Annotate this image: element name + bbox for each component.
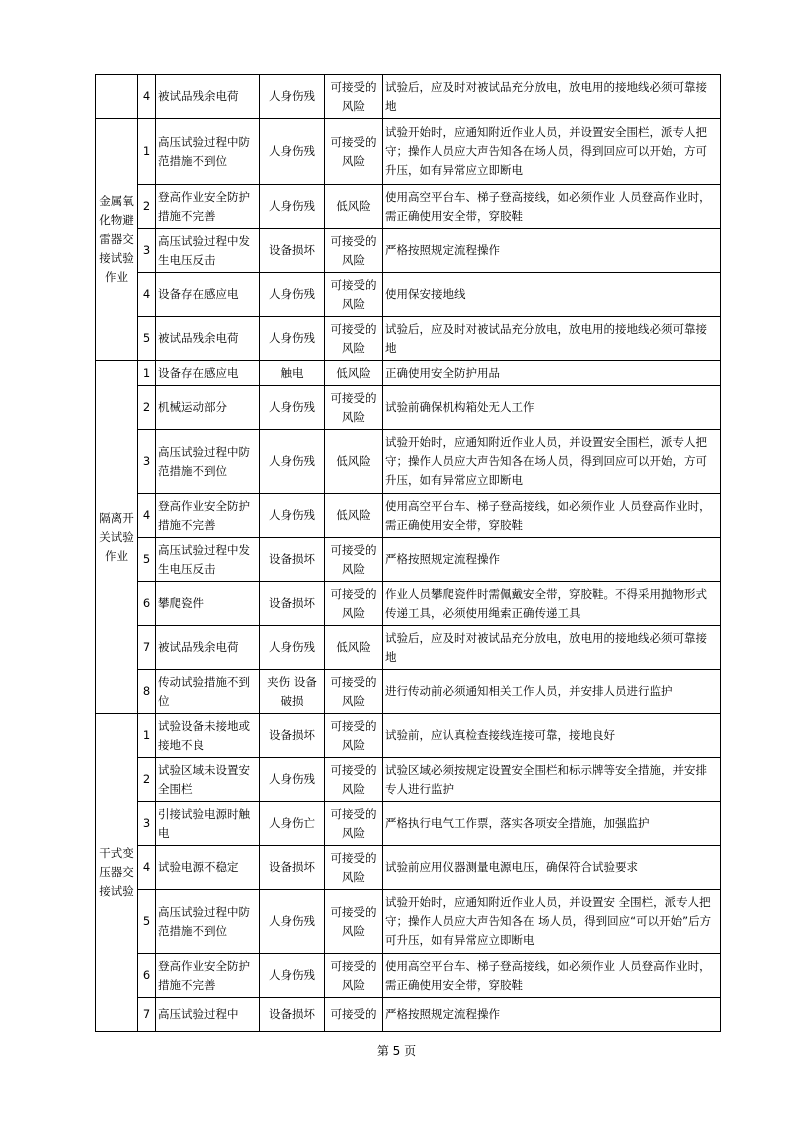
risk-item: 被试品残余电荷 [156,75,260,119]
control-measure: 试验开始时，应通知附近作业人员，并设置安 全围栏，派专人把守；操作人员应大声告知各在 场人员，得到回应“可以开始”后方可升压，如有异常应立即断电 [383,890,721,954]
risk-type: 人身伤残 [260,386,325,430]
risk-level: 可接受的风险 [325,714,383,758]
table-row [96,361,721,386]
risk-level: 可接受的风险 [325,954,383,998]
risk-level: 可接受的风险 [325,75,383,119]
row-number: 7 [138,998,156,1032]
risk-type: 人身伤残 [260,273,325,317]
risk-level: 低风险 [325,185,383,229]
risk-type: 设备损坏 [260,714,325,758]
risk-table-body [96,75,721,1032]
row-number: 6 [138,582,156,626]
group-cell: 金属氧化物避雷器交接试验作业 [96,119,138,361]
risk-type: 设备损坏 [260,229,325,273]
control-measure: 试验区域必须按规定设置安全围栏和标示牌等安全措施，并安排专人进行监护 [383,758,721,802]
control-measure: 严格执行电气工作票，落实各项安全措施，加强监护 [383,802,721,846]
control-measure: 严格按照规定流程操作 [383,998,721,1032]
control-measure: 试验开始时，应通知附近作业人员，并设置安全围栏，派专人把守；操作人员应大声告知各在场人员，得到回应可以开始，方可升压，如有异常应立即断电 [383,119,721,185]
control-measure: 使用高空平台车、梯子登高接线，如必须作业 人员登高作业时，需正确使用安全带，穿胶鞋 [383,185,721,229]
row-number: 1 [138,714,156,758]
row-number: 3 [138,430,156,494]
risk-level: 低风险 [325,361,383,386]
row-number: 4 [138,846,156,890]
row-number: 3 [138,229,156,273]
group-cell: 隔离开关试验作业 [96,361,138,714]
risk-type: 夹伤 设备破损 [260,670,325,714]
row-number: 4 [138,75,156,119]
risk-item: 登高作业安全防护措施不完善 [156,185,260,229]
row-number: 2 [138,386,156,430]
table-row [96,802,721,846]
risk-type: 设备损坏 [260,538,325,582]
risk-type: 人身伤残 [260,626,325,670]
risk-type: 人身伤亡 [260,802,325,846]
risk-level: 可接受的风险 [325,582,383,626]
risk-level: 可接受的风险 [325,846,383,890]
risk-item: 设备存在感应电 [156,273,260,317]
risk-level: 可接受的风险 [325,317,383,361]
risk-item: 高压试验过程中防范措施不到位 [156,119,260,185]
risk-item: 高压试验过程中防范措施不到位 [156,890,260,954]
risk-item: 攀爬瓷件 [156,582,260,626]
table-row [96,386,721,430]
risk-level: 低风险 [325,494,383,538]
risk-level: 可接受的风险 [325,890,383,954]
control-measure: 试验前确保机构箱处无人工作 [383,386,721,430]
control-measure: 作业人员攀爬瓷件时需佩戴安全带，穿胶鞋。不得采用抛物形式传递工具，必须使用绳索正确传递工具 [383,582,721,626]
group-cell [96,75,138,119]
risk-table [95,74,721,1032]
risk-level: 可接受的风险 [325,758,383,802]
table-row [96,538,721,582]
table-row [96,119,721,185]
risk-level: 低风险 [325,430,383,494]
risk-item: 登高作业安全防护措施不完善 [156,494,260,538]
risk-type: 人身伤残 [260,890,325,954]
row-number: 2 [138,185,156,229]
risk-type: 人身伤残 [260,119,325,185]
control-measure: 试验后，应及时对被试品充分放电，放电用的接地线必须可靠接地 [383,626,721,670]
table-row [96,75,721,119]
table-row [96,846,721,890]
control-measure: 正确使用安全防护用品 [383,361,721,386]
table-row [96,626,721,670]
table-row [96,954,721,998]
row-number: 2 [138,758,156,802]
table-row [96,494,721,538]
risk-type: 人身伤残 [260,75,325,119]
risk-type: 设备损坏 [260,998,325,1032]
risk-level: 可接受的风险 [325,386,383,430]
page-number: 第 5 页 [376,1044,417,1058]
risk-level: 可接受的风险 [325,273,383,317]
risk-item: 高压试验过程中防范措施不到位 [156,430,260,494]
row-number: 5 [138,890,156,954]
risk-item: 被试品残余电荷 [156,317,260,361]
risk-item: 高压试验过程中 [156,998,260,1032]
row-number: 4 [138,494,156,538]
risk-item: 试验电源不稳定 [156,846,260,890]
group-cell: 干式变压器交接试验 [96,714,138,1032]
table-row [96,998,721,1032]
row-number: 1 [138,361,156,386]
table-row [96,317,721,361]
row-number: 3 [138,802,156,846]
risk-item: 机械运动部分 [156,386,260,430]
risk-item: 试验区域未设置安全围栏 [156,758,260,802]
row-number: 4 [138,273,156,317]
risk-type: 设备损坏 [260,582,325,626]
risk-item: 传动试验措施不到位 [156,670,260,714]
risk-type: 人身伤残 [260,317,325,361]
row-number: 6 [138,954,156,998]
risk-level: 可接受的风险 [325,229,383,273]
risk-item: 引接试验电源时触电 [156,802,260,846]
table-row [96,229,721,273]
row-number: 5 [138,317,156,361]
risk-level: 可接受的风险 [325,538,383,582]
risk-type: 人身伤残 [260,430,325,494]
risk-level: 可接受的风险 [325,119,383,185]
risk-type: 人身伤残 [260,758,325,802]
risk-item: 高压试验过程中发生电压反击 [156,538,260,582]
table-row [96,714,721,758]
risk-type: 设备损坏 [260,846,325,890]
risk-type: 触电 [260,361,325,386]
control-measure: 使用高空平台车、梯子登高接线，如必须作业 人员登高作业时，需正确使用安全带，穿胶鞋 [383,954,721,998]
risk-type: 人身伤残 [260,185,325,229]
risk-level: 可接受的 [325,998,383,1032]
risk-item: 高压试验过程中发生电压反击 [156,229,260,273]
risk-item: 设备存在感应电 [156,361,260,386]
risk-type: 人身伤残 [260,494,325,538]
row-number: 1 [138,119,156,185]
control-measure: 严格按照规定流程操作 [383,538,721,582]
table-row [96,185,721,229]
table-row [96,758,721,802]
control-measure: 试验开始时，应通知附近作业人员，并设置安全围栏，派专人把守；操作人员应大声告知各在场人员，得到回应可以开始，方可升压，如有异常应立即断电 [383,430,721,494]
row-number: 7 [138,626,156,670]
table-row [96,890,721,954]
risk-item: 被试品残余电荷 [156,626,260,670]
table-row [96,582,721,626]
control-measure: 试验后，应及时对被试品充分放电，放电用的接地线必须可靠接地 [383,317,721,361]
risk-level: 可接受的风险 [325,802,383,846]
row-number: 5 [138,538,156,582]
risk-level: 低风险 [325,626,383,670]
risk-type: 人身伤残 [260,954,325,998]
table-row [96,430,721,494]
table-row [96,670,721,714]
risk-item: 试验设备未接地或接地不良 [156,714,260,758]
control-measure: 使用高空平台车、梯子登高接线，如必须作业 人员登高作业时，需正确使用安全带，穿胶鞋 [383,494,721,538]
control-measure: 严格按照规定流程操作 [383,229,721,273]
risk-level: 可接受的风险 [325,670,383,714]
control-measure: 使用保安接地线 [383,273,721,317]
control-measure: 试验前，应认真检查接线连接可靠，接地良好 [383,714,721,758]
row-number: 8 [138,670,156,714]
risk-item: 登高作业安全防护措施不完善 [156,954,260,998]
control-measure: 试验后，应及时对被试品充分放电，放电用的接地线必须可靠接地 [383,75,721,119]
control-measure: 进行传动前必须通知相关工作人员，并安排人员进行监护 [383,670,721,714]
table-row [96,273,721,317]
control-measure: 试验前应用仪器测量电源电压，确保符合试验要求 [383,846,721,890]
